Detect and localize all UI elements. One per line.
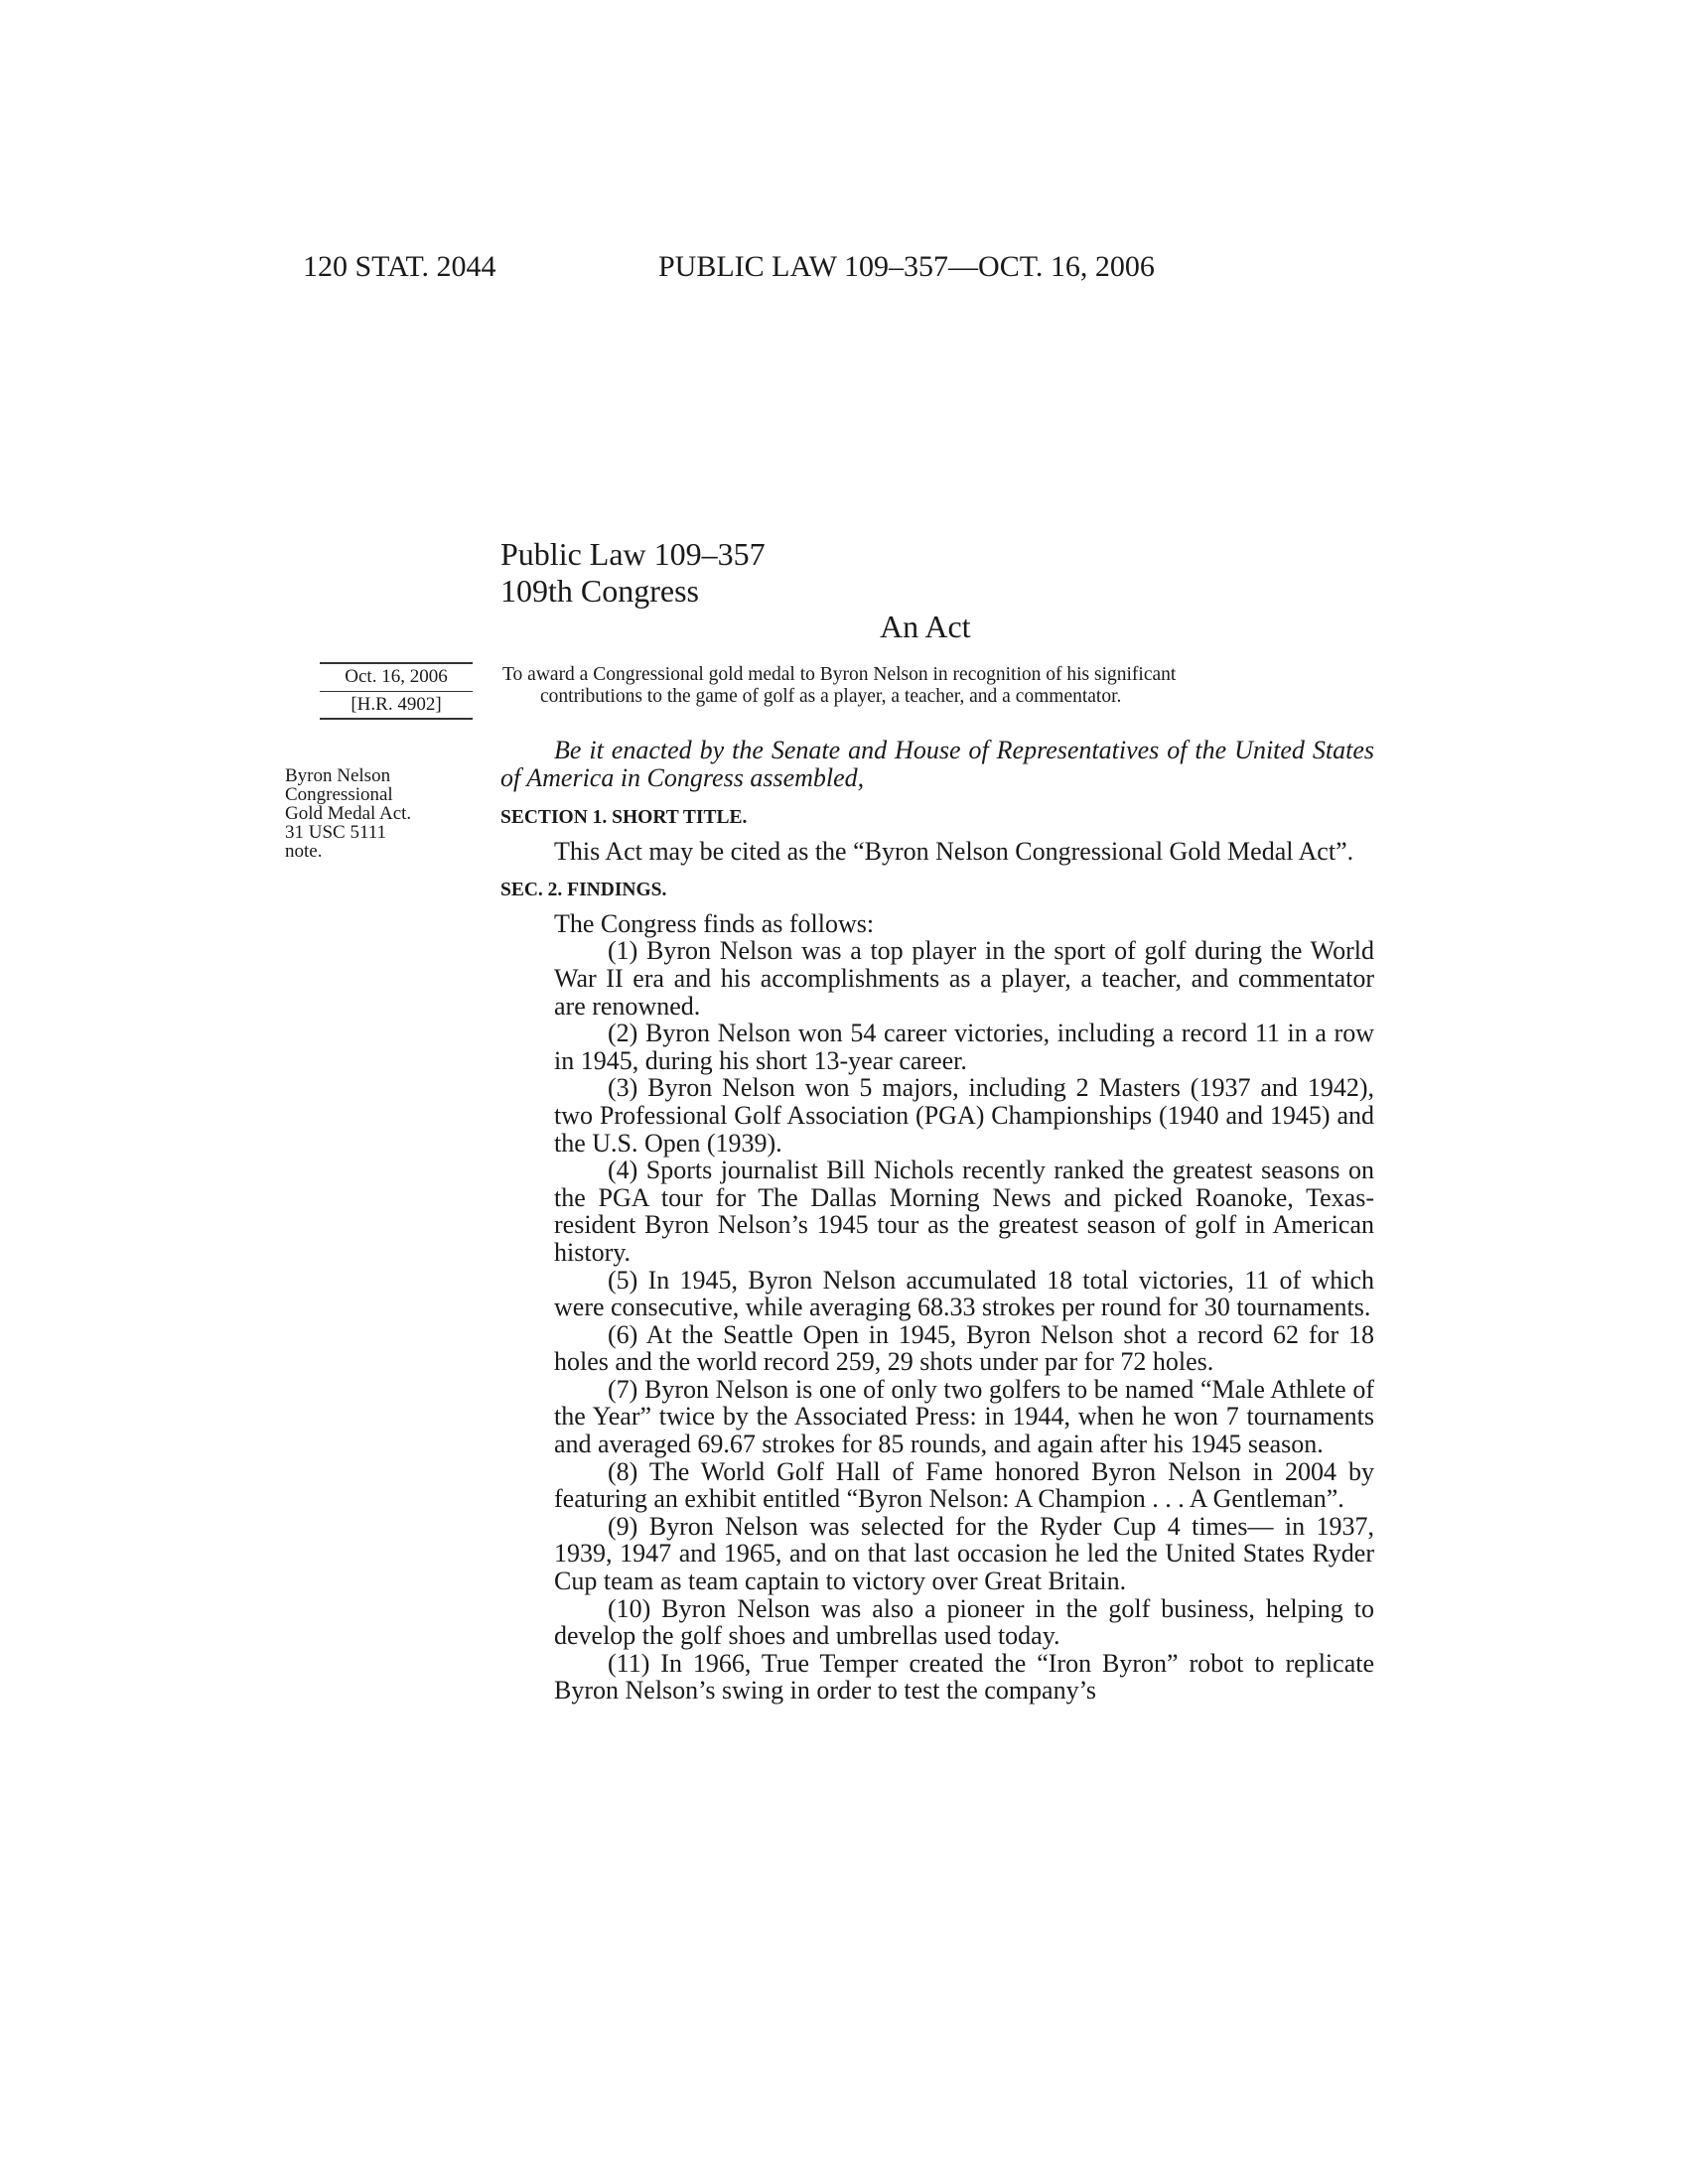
- finding-item: (11) In 1966, True Temper created the “Iron Byron” robot to replicate Byron Nelson’s swing in order to test the company’s: [554, 1648, 1374, 1706]
- findings-intro: The Congress finds as follows:: [554, 908, 875, 938]
- margin-note-line: Byron Nelson: [285, 765, 391, 786]
- finding-item: (8) The World Golf Hall of Fame honored Byron Nelson in 2004 by featuring an exhibit entitled “Byron Nelson: A Champion . . . A Gentleman”.: [554, 1456, 1374, 1514]
- purpose-line: contributions to the game of golf as a player, a teacher, and a commentator.: [540, 686, 1122, 707]
- enacting-clause: Be it enacted by the Senate and House of Representatives of the United States of America in Congress assembled,: [500, 736, 1374, 792]
- page-header: [303, 250, 1395, 290]
- purpose-line: To award a Congressional gold medal to Byron Nelson in recognition of his significant: [502, 664, 1177, 685]
- findings-list: [500, 910, 1374, 1705]
- margin-date-box: [320, 662, 473, 720]
- finding-item: (5) In 1945, Byron Nelson accumulated 18 total victories, 11 of which were consecutive, while averaging 68.33 strokes per round for 30 tournaments.: [554, 1265, 1374, 1322]
- margin-note-line: note.: [285, 841, 323, 862]
- margin-act-note: [285, 766, 464, 861]
- margin-date: Oct. 16, 2006: [345, 666, 448, 687]
- section-2-heading: SEC. 2. FINDINGS.: [500, 879, 667, 900]
- finding-item: (4) Sports journalist Bill Nichols recently ranked the greatest seasons on the PGA tour for The Dallas Morning News and picked Roanoke, Texas-resident Byron Nelson’s 1945 tour as the greatest season of golf in American history.: [554, 1156, 1374, 1267]
- public-law-number: Public Law 109–357: [500, 536, 766, 572]
- congress-number: 109th Congress: [500, 573, 699, 609]
- running-head: PUBLIC LAW 109–357—OCT. 16, 2006: [658, 250, 1155, 283]
- stat-page-number: 120 STAT. 2044: [303, 250, 496, 283]
- law-title-block: [500, 536, 766, 610]
- margin-bill-number: [H.R. 4902]: [351, 694, 442, 715]
- finding-item: (9) Byron Nelson was selected for the Ryder Cup 4 times— in 1937, 1939, 1947 and 1965, and on that last occasion he led the United States Ryder Cup team as team captain to victory over Great Britain.: [554, 1511, 1374, 1596]
- finding-item: (1) Byron Nelson was a top player in the sport of golf during the World War II era and his accomplishments as a player, a teacher, and commentator are renowned.: [554, 936, 1374, 1021]
- finding-item: (10) Byron Nelson was also a pioneer in the golf business, helping to develop the golf shoes and umbrellas used today.: [554, 1593, 1374, 1651]
- act-purpose: [502, 664, 1509, 708]
- act-heading: An Act: [880, 609, 971, 644]
- margin-divider: [320, 691, 473, 692]
- finding-item: (2) Byron Nelson won 54 career victories, including a record 11 in a row in 1945, during his short 13-year career.: [554, 1019, 1374, 1075]
- finding-item: (6) At the Seattle Open in 1945, Byron Nelson shot a record 62 for 18 holes and the world record 259, 29 shots under par for 72 holes.: [554, 1319, 1374, 1377]
- finding-item: (3) Byron Nelson won 5 majors, including 2 Masters (1937 and 1942), two Professional Golf Association (PGA) Championships (1940 and 1945) and the U.S. Open (1939).: [554, 1073, 1374, 1158]
- section-1-text: This Act may be cited as the “Byron Nelson Congressional Gold Medal Act”.: [554, 837, 1354, 867]
- section-1-heading: SECTION 1. SHORT TITLE.: [500, 807, 748, 829]
- margin-note-line: 31 USC 5111: [285, 822, 387, 843]
- margin-note-line: Congressional: [285, 784, 393, 805]
- finding-item: (7) Byron Nelson is one of only two golfers to be named “Male Athlete of the Year” twice by the Associated Press: in 1944, when he won 7 tournaments and averaged 69.67 strokes for 85 rounds, and again after his 1945 season.: [554, 1374, 1374, 1459]
- margin-note-line: Gold Medal Act.: [285, 803, 412, 824]
- main-text: [500, 737, 1374, 1705]
